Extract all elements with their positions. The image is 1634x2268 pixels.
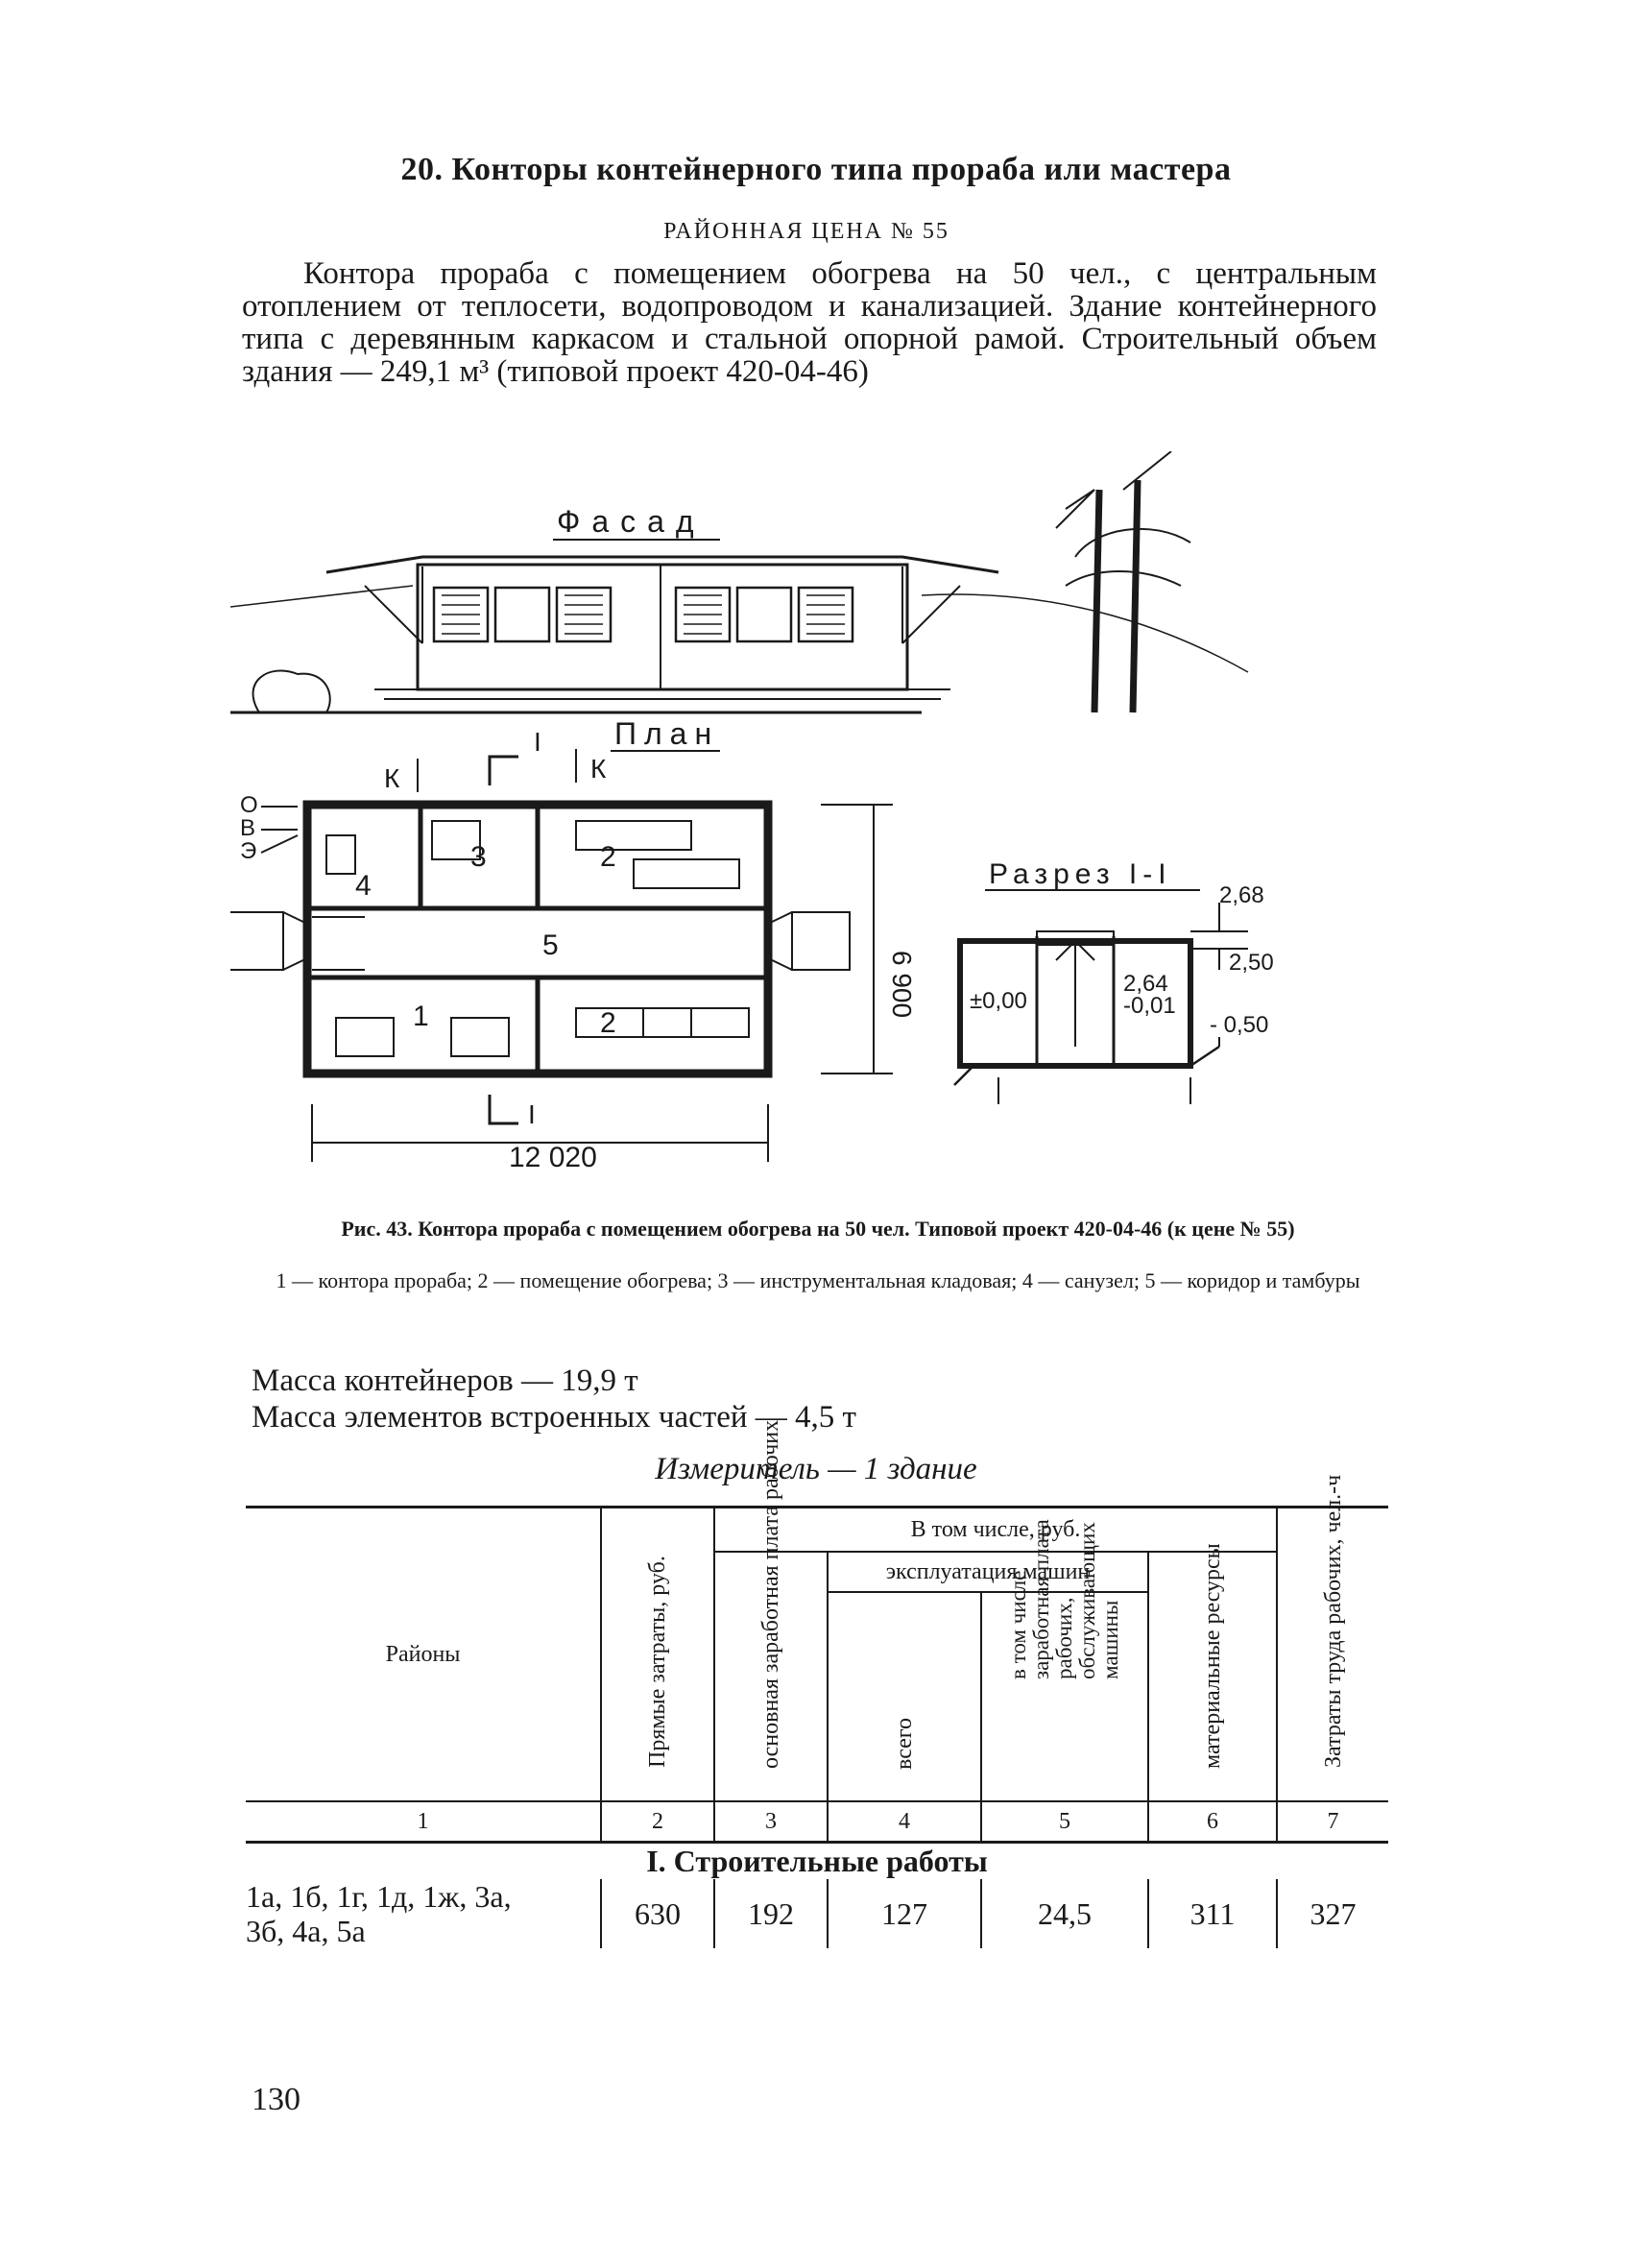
level-250: 2,50 <box>1229 950 1274 976</box>
group-incl: В том числе, руб. <box>714 1508 1277 1553</box>
page-number: 130 <box>252 2082 300 2117</box>
col-total: всего <box>828 1592 981 1801</box>
row-regions: 1а, 1б, 1г, 1д, 1ж, 3а, 3б, 4а, 5а <box>246 1879 512 1948</box>
room-2-bottom: 2 <box>600 1007 616 1039</box>
dim-width: 6 900 <box>887 951 917 1019</box>
inlet-v: В <box>240 815 256 841</box>
mass-containers: Масса контейнеров — 19,9 т <box>252 1363 638 1398</box>
section-label: Разрез I-I <box>989 858 1172 890</box>
room-1: 1 <box>413 1001 429 1032</box>
level-m050: - 0,50 <box>1210 1012 1269 1038</box>
col-number: 5 <box>981 1801 1148 1843</box>
figure-legend: 1 — контора прораба; 2 — помещение обогрева; 3 — инструментальная кладовая; 4 — санузел; 5 — коридор и тамбуры <box>276 1268 1360 1292</box>
col-number: 6 <box>1148 1801 1277 1843</box>
figure-caption: Рис. 43. Контора прораба с помещением обогрева на 50 чел. Типовой проект 420-04-46 (к цене № 55) <box>341 1217 1295 1241</box>
col-labor: Затраты труда рабочих, чел.-ч <box>1277 1508 1388 1802</box>
row-mach-wages: 24,5 <box>981 1879 1148 1948</box>
row-wages: 192 <box>714 1879 828 1948</box>
col-number: 1 <box>417 1808 429 1834</box>
col-wages: основная заработная плата рабочих <box>714 1552 828 1801</box>
col-mach-wages: в том числе заработная плата рабочих, обслуживающих машины <box>981 1592 1148 1801</box>
row-materials: 311 <box>1148 1879 1277 1948</box>
intro-paragraph <box>242 257 1377 388</box>
room-5: 5 <box>542 929 559 961</box>
col-number: 4 <box>828 1801 981 1843</box>
plan-label: План <box>614 716 720 751</box>
facade-label: Фасад <box>557 504 706 539</box>
table-row <box>246 1879 1388 1948</box>
row-direct: 630 <box>601 1879 714 1948</box>
section-mark-bottom: I <box>528 1099 536 1129</box>
facade-drawing <box>230 451 1248 712</box>
k-right: К <box>590 754 607 784</box>
level-000: ±0,00 <box>970 988 1027 1014</box>
room-4: 4 <box>355 870 372 902</box>
dim-length: 12 020 <box>509 1142 597 1173</box>
building-figure <box>230 451 1411 1200</box>
section-heading: I. Строительные работы <box>646 1844 988 1878</box>
district-price-heading: РАЙОННАЯ ЦЕНА № 55 <box>663 219 949 244</box>
section-drawing <box>954 858 1274 1104</box>
intro-text: Контора прораба с помещением обогрева на 50 чел., с центральным отоплением от теплосети, водопроводом и канализацией. Здание контейнерного типа с деревянным каркасом и стальной опорной рамой. Строительный объем здания — 249,1 м³ (типовой проект 420-04-46) <box>242 256 1377 389</box>
inlet-e: Э <box>240 838 257 864</box>
row-labor: 327 <box>1277 1879 1388 1948</box>
level-264: 2,64 <box>1123 971 1168 997</box>
room-2-top: 2 <box>600 841 616 873</box>
level-m001: -0,01 <box>1123 993 1176 1019</box>
mass-builtin: Масса элементов встроенных частей — 4,5 т <box>252 1400 856 1435</box>
meter-line: Измеритель — 1 здание <box>655 1452 977 1486</box>
col-number: 3 <box>714 1801 828 1843</box>
section-title: 20. Конторы контейнерного типа прораба или мастера <box>400 152 1232 187</box>
col-number: 7 <box>1277 1801 1388 1843</box>
k-left: К <box>384 763 400 793</box>
level-268: 2,68 <box>1219 882 1264 908</box>
col-number: 2 <box>601 1801 714 1843</box>
col-materials: материальные ресурсы <box>1148 1552 1277 1801</box>
section-mark-top: I <box>534 727 541 757</box>
inlet-o: О <box>240 792 258 818</box>
col-direct: Прямые затраты, руб. <box>601 1508 714 1802</box>
plan-drawing <box>230 716 917 1173</box>
group-machines: эксплуатация машин <box>828 1552 1148 1592</box>
col-regions: Районы <box>246 1508 601 1802</box>
room-3: 3 <box>470 841 487 873</box>
row-total: 127 <box>828 1879 981 1948</box>
